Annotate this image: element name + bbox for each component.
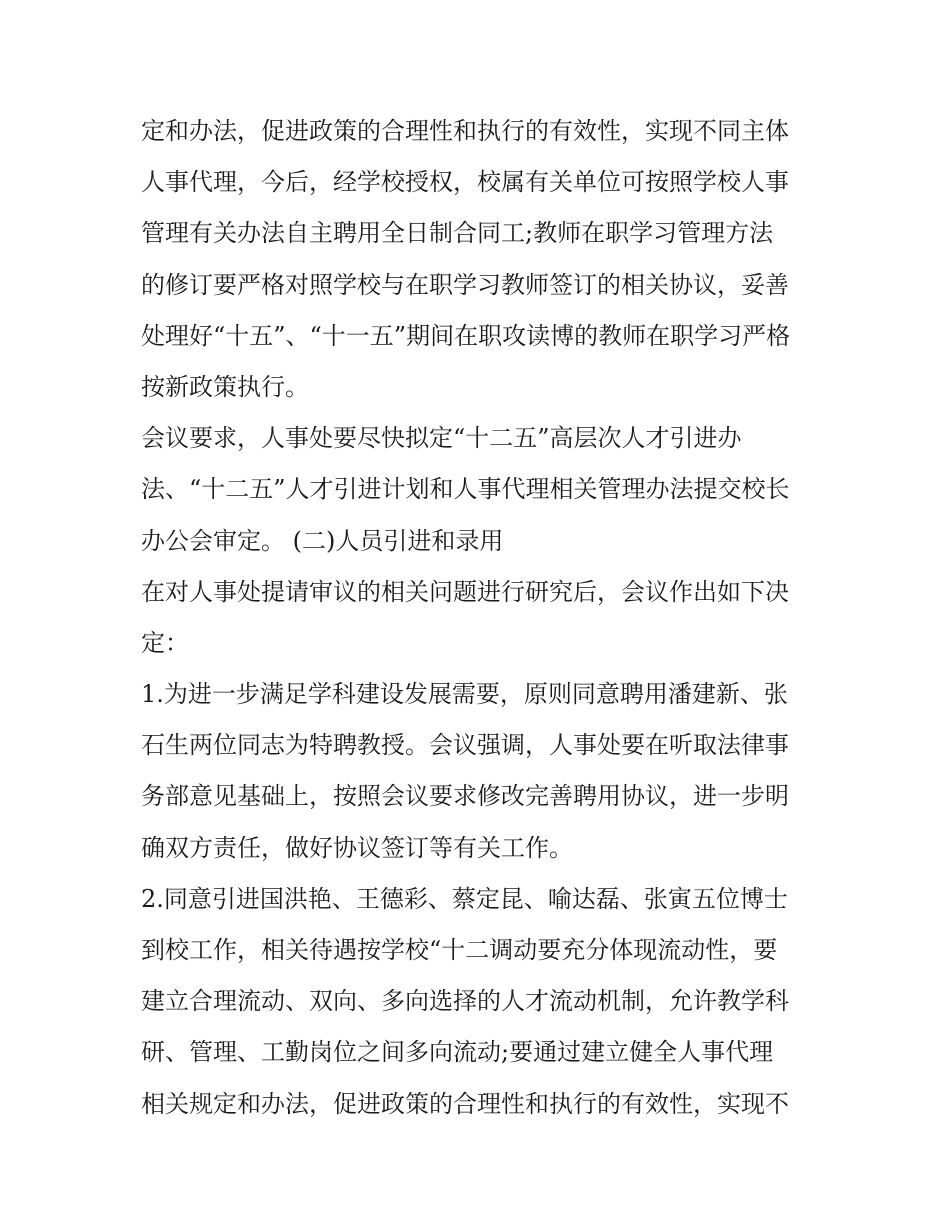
- text-line: 1.为进一步满足学科建设发展需要，原则同意聘用潘建新、张: [141, 680, 788, 709]
- text-line: 2.同意引进国洪艳、王德彩、蔡定昆、喻达磊、张寅五位博士: [141, 884, 788, 913]
- text-line: 确双方责任，做好协议签订等有关工作。: [141, 833, 573, 862]
- text-line: 石生两位同志为特聘教授。会议强调，人事处要在听取法律事: [141, 731, 789, 760]
- document-body: [141, 106, 821, 1130]
- text-line: 办公会审定。 (二)人员引进和录用: [141, 526, 504, 555]
- text-line: 定和办法，促进政策的合理性和执行的有效性，实现不同主体: [141, 117, 789, 145]
- text-line: 会议要求，人事处要尽快拟定“十二五”高层次人才引进办: [141, 424, 742, 453]
- text-line: 到校工作，相关待遇按学校“十二调动要充分体现流动性，要: [141, 936, 778, 964]
- text-line: 研、管理、工勤岗位之间多向流动;要通过建立健全人事代理: [141, 1038, 774, 1067]
- text-line: 定：: [141, 628, 189, 657]
- text-line: 管理有关办法自主聘用全日制合同工;教师在职学习管理方法: [141, 219, 774, 248]
- text-line: 人事代理，今后，经学校授权，校属有关单位可按照学校人事: [141, 168, 789, 197]
- text-line: 相关规定和办法，促进政策的合理性和执行的有效性，实现不: [141, 1089, 789, 1118]
- text-line: 法、“十二五”人才引进计划和人事代理相关管理办法提交校长: [141, 475, 790, 504]
- text-line: 务部意见基础上，按照会议要求修改完善聘用协议，进一步明: [141, 782, 789, 811]
- text-line: 按新政策执行。: [141, 372, 309, 401]
- text-line: 建立合理流动、双向、多向选择的人才流动机制，允许教学科: [141, 987, 789, 1016]
- text-line: 在对人事处提请审议的相关问题进行研究后，会议作出如下决: [141, 577, 789, 606]
- text-line: 处理好“十五”、“十一五”期间在职攻读博的教师在职学习严格: [141, 321, 791, 350]
- text-line: 的修订要严格对照学校与在职学习教师签订的相关协议，妥善: [141, 270, 789, 299]
